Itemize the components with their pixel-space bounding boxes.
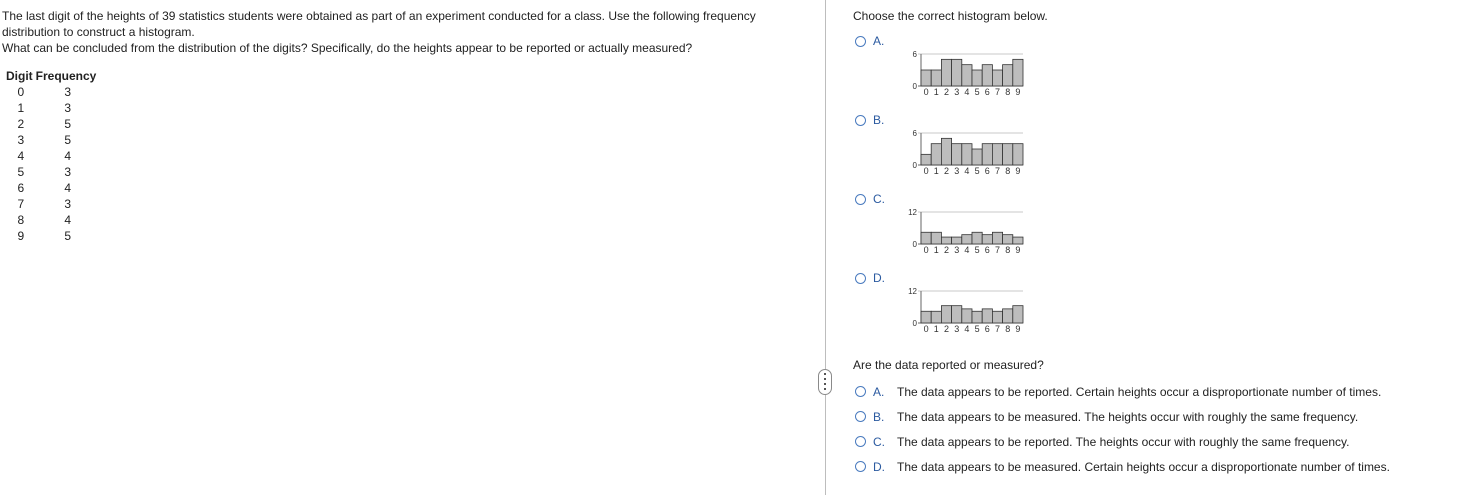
histogram-bar: [952, 237, 962, 244]
x-tick-label: 0: [923, 87, 929, 97]
radio-button[interactable]: [855, 115, 866, 126]
x-tick-label: 8: [1005, 245, 1011, 255]
histogram-bar: [952, 59, 962, 86]
histogram-bar: [1003, 144, 1013, 165]
frequency-cell: 3: [64, 85, 72, 99]
histogram-bar: [992, 70, 1002, 86]
table-row: [6, 164, 100, 180]
histogram-bar: [941, 237, 951, 244]
x-tick-label: 3: [954, 245, 960, 255]
x-tick-label: 7: [994, 166, 1001, 176]
frequency-cell: 3: [64, 197, 72, 211]
y-tick-label: 0: [912, 82, 917, 91]
x-tick-label: 0: [923, 166, 929, 176]
histogram-bar: [962, 235, 972, 244]
x-tick-label: 6: [984, 324, 990, 334]
x-tick-label: 6: [984, 87, 990, 97]
frequency-cell: 5: [64, 133, 72, 147]
x-tick-label: 1: [933, 87, 939, 97]
x-tick-label: 3: [954, 87, 960, 97]
histogram-bar: [921, 311, 931, 323]
histogram-bar: [1013, 144, 1023, 165]
x-tick-label: 9: [1015, 324, 1021, 334]
x-tick-label: 0: [923, 324, 929, 334]
x-tick-label: 7: [994, 87, 1001, 97]
histogram-bar: [1013, 237, 1023, 244]
answer-text: The data appears to be reported. The heights occur with roughly the same frequency.: [897, 435, 1350, 449]
x-tick-label: 2: [943, 166, 950, 176]
frequency-header: Frequency: [35, 69, 97, 83]
histogram-bar: [962, 65, 972, 86]
x-tick-label: 0: [923, 245, 929, 255]
histogram-bar: [941, 306, 951, 323]
radio-button[interactable]: [855, 386, 866, 397]
x-tick-label: 4: [964, 324, 970, 334]
histogram-svg: [897, 206, 1027, 256]
radio-button[interactable]: [855, 194, 866, 205]
panel-divider: [825, 0, 826, 495]
option-letter: B.: [873, 113, 885, 127]
answer-panel: [853, 0, 1473, 495]
option-letter: D.: [873, 460, 885, 474]
histogram-bar: [941, 138, 951, 165]
x-tick-label: 5: [974, 166, 980, 176]
frequency-cell: 5: [64, 229, 72, 243]
table-row: [6, 116, 100, 132]
histogram-bar: [931, 232, 941, 244]
answer-text: The data appears to be measured. Certain heights occur a disproportionate number of times.: [897, 460, 1390, 474]
option-letter: D.: [873, 271, 885, 285]
frequency-cell: 4: [64, 181, 72, 195]
frequency-cell: 4: [64, 149, 72, 163]
option-letter: C.: [873, 435, 885, 449]
x-tick-label: 2: [943, 87, 950, 97]
table-row: [6, 228, 100, 244]
option-letter: A.: [873, 385, 885, 399]
option-letter: A.: [873, 34, 885, 48]
digit-cell: 5: [17, 165, 25, 179]
x-tick-label: 8: [1005, 166, 1011, 176]
digit-cell: 0: [17, 85, 25, 99]
histogram-bar: [1003, 235, 1013, 244]
x-tick-label: 6: [984, 166, 990, 176]
histogram-svg: [897, 48, 1027, 98]
x-tick-label: 3: [954, 324, 960, 334]
digit-cell: 6: [17, 181, 25, 195]
histogram-bar: [972, 149, 982, 165]
histogram-bar: [972, 232, 982, 244]
x-tick-label: 9: [1015, 245, 1021, 255]
option-letter: C.: [873, 192, 885, 206]
y-tick-label: 0: [912, 240, 917, 249]
histogram-bar: [921, 232, 931, 244]
histogram-bar: [952, 144, 962, 165]
table-row: [6, 100, 100, 116]
answer-text: The data appears to be reported. Certain heights occur a disproportionate number of times.: [897, 385, 1382, 399]
y-tick-label: 0: [912, 319, 917, 328]
x-tick-label: 6: [984, 245, 990, 255]
digit-cell: 2: [17, 117, 25, 131]
histogram-chart: [897, 285, 1027, 335]
table-row: [6, 196, 100, 212]
histogram-chart: [897, 48, 1027, 98]
x-tick-label: 8: [1005, 87, 1011, 97]
histogram-bar: [992, 232, 1002, 244]
digit-cell: 1: [17, 101, 25, 115]
question-line-2: What can be concluded from the distribution of the digits? Specifically, do the heights appear to be reported or actually measured?: [2, 41, 693, 55]
frequency-cell: 4: [64, 213, 72, 227]
x-tick-label: 1: [933, 166, 939, 176]
x-tick-label: 3: [954, 166, 960, 176]
digit-cell: 9: [17, 229, 25, 243]
radio-button[interactable]: [855, 436, 866, 447]
histogram-bar: [992, 311, 1002, 323]
digit-cell: 3: [17, 133, 25, 147]
x-tick-label: 2: [943, 324, 950, 334]
y-tick-label: 0: [912, 161, 917, 170]
panel-resize-handle[interactable]: [818, 369, 832, 395]
histogram-bar: [982, 235, 992, 244]
table-row: [6, 180, 100, 196]
frequency-cell: 5: [64, 117, 72, 131]
x-tick-label: 4: [964, 87, 970, 97]
y-tick-label: 12: [908, 208, 917, 217]
histogram-bar: [952, 306, 962, 323]
histogram-chart: [897, 127, 1027, 177]
radio-button[interactable]: [855, 273, 866, 284]
y-tick-label: 6: [912, 129, 917, 138]
frequency-table: [6, 68, 100, 244]
frequency-cell: 3: [64, 165, 72, 179]
histogram-bar: [992, 144, 1002, 165]
radio-button[interactable]: [855, 36, 866, 47]
histogram-bar: [921, 70, 931, 86]
x-tick-label: 7: [994, 324, 1001, 334]
x-tick-label: 9: [1015, 166, 1021, 176]
x-tick-label: 1: [933, 324, 939, 334]
x-tick-label: 2: [943, 245, 950, 255]
table-row: [6, 132, 100, 148]
answer-text: The data appears to be measured. The heights occur with roughly the same frequency.: [897, 410, 1359, 424]
histogram-bar: [982, 144, 992, 165]
x-tick-label: 9: [1015, 87, 1021, 97]
x-tick-label: 8: [1005, 324, 1011, 334]
question-line-1: The last digit of the heights of 39 statistics students were obtained as part of an experiment conducted for a class. Use the following frequency distribution to construct a histogram.: [2, 9, 756, 39]
frequency-table-header: [6, 68, 100, 84]
histogram-bar: [1003, 65, 1013, 86]
histogram-bar: [931, 144, 941, 165]
histogram-bar: [962, 309, 972, 323]
x-tick-label: 1: [933, 245, 939, 255]
histogram-bar: [1013, 59, 1023, 86]
y-tick-label: 6: [912, 50, 917, 59]
question-2: Are the data reported or measured?: [853, 358, 1044, 372]
digit-cell: 4: [17, 149, 25, 163]
x-tick-label: 5: [974, 87, 980, 97]
histogram-bar: [972, 311, 982, 323]
histogram-bar: [931, 311, 941, 323]
frequency-cell: 3: [64, 101, 72, 115]
x-tick-label: 5: [974, 324, 980, 334]
x-tick-label: 4: [964, 166, 970, 176]
histogram-svg: [897, 285, 1027, 335]
histogram-bar: [962, 144, 972, 165]
x-tick-label: 5: [974, 245, 980, 255]
table-row: [6, 84, 100, 100]
option-letter: B.: [873, 410, 885, 424]
histogram-bar: [941, 59, 951, 86]
x-tick-label: 4: [964, 245, 970, 255]
digit-cell: 7: [17, 197, 25, 211]
table-row: [6, 212, 100, 228]
radio-button[interactable]: [855, 461, 866, 472]
histogram-bar: [931, 70, 941, 86]
histogram-bar: [921, 154, 931, 165]
digit-header: Digit: [6, 69, 33, 83]
histogram-bar: [972, 70, 982, 86]
y-tick-label: 12: [908, 287, 917, 296]
radio-button[interactable]: [855, 411, 866, 422]
histogram-chart: [897, 206, 1027, 256]
histogram-bar: [982, 309, 992, 323]
histogram-bar: [1013, 306, 1023, 323]
histogram-bar: [982, 65, 992, 86]
table-row: [6, 148, 100, 164]
histogram-prompt: Choose the correct histogram below.: [853, 9, 1048, 23]
histogram-svg: [897, 127, 1027, 177]
histogram-bar: [1003, 309, 1013, 323]
question-text: [2, 8, 792, 56]
digit-cell: 8: [17, 213, 25, 227]
x-tick-label: 7: [994, 245, 1001, 255]
